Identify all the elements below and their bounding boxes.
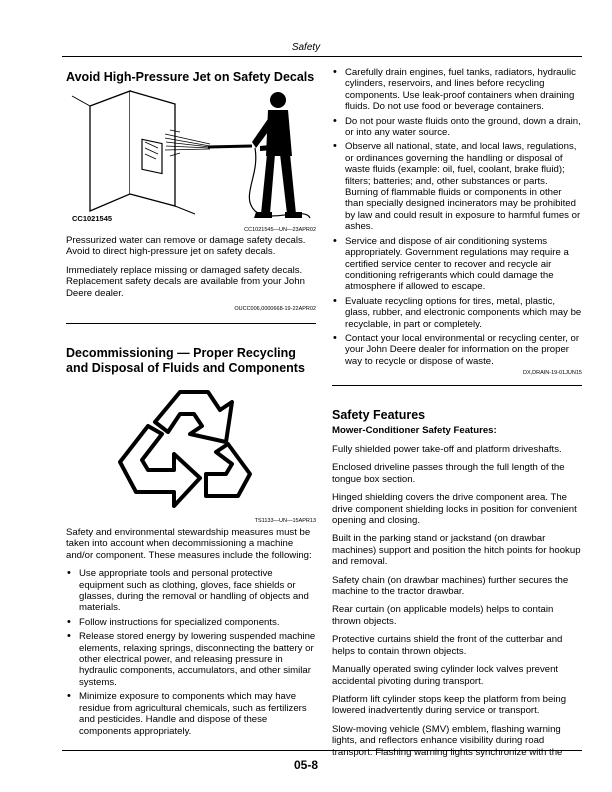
list-item: • Service and dispose of air conditioning systems appropriately. Government regulations may require a certified service center to recover and recycle air conditioning refrigerants which could damage the atmosphere if allowed to escape. [332,236,582,293]
image-label: CC1021545 [72,214,113,223]
s1-paragraph-1: Pressurized water can remove or damage safety decals. Avoid to direct high-pressure jet on safety decals. [66,235,306,258]
recycle-arrow-right [206,444,250,496]
operator-figure [252,92,302,218]
list-item: • Evaluate recycling options for tires, metal, plastic, glass, rubber, and electronic components which may be recyclable, in part or completely. [332,296,582,330]
feature-paragraph: Hinged shielding covers the drive component area. The drive component shielding locks in position for convenient opening and closing. [332,492,577,527]
safety-features-section [332,408,582,765]
feature-paragraph: Manually operated swing cylinder lock valves prevent accidental pivoting during transport. [332,664,559,687]
recycling-reference: DX,DRAIN-19-01JUN15 [523,370,582,377]
section-title-safety-features: Safety Features [332,408,426,422]
safety-features-subtitle: Mower-Conditioner Safety Features: [332,425,497,436]
s2-bullet-list [66,568,316,737]
safety-decal [142,139,162,173]
feature-paragraph: Enclosed driveline passes through the full length of the tongue box section. [332,462,565,485]
recycling-bullet-list [332,67,582,367]
hose [249,148,310,218]
left-column [66,70,316,85]
page-number: 05-8 [293,758,319,772]
recycling-rule [332,385,582,386]
image-code: CC1021545—UN—23APR02 [244,227,316,233]
running-header: Safety [291,42,321,53]
list-item: • Observe all national, state, and local laws, regulations, or ordinances governing the handling or disposal of waste fluids (example: oil, fuel, coolant, brake fluid); filters; batteries; and, other substances or parts. Burning of flammable fluids or components in other than specially designed incinerators may be prohibited by law and could result in exposure to harmful fumes or ashes. [332,141,582,232]
list-item: • Minimize exposure to components which may have residue from agricultural chemicals, such as fertilizers and pesticides. Handle and dispose of these components appropriately. [66,691,316,737]
list-item: • Do not pour waste fluids onto the ground, down a drain, or into any water source. [332,116,582,139]
s2-heading [66,346,316,376]
right-column-top [332,67,582,377]
recycle-arrow-top [155,392,232,442]
feature-paragraph: Fully shielded power take-off and platform driveshafts. [332,444,562,455]
section-title-decommissioning: Decommissioning — Proper Recycling and Disposal of Fluids and Components [66,346,305,375]
spray-lance [208,146,252,147]
s2-image-code: TS1133—UN—15APR13 [254,518,316,524]
s1-paragraph-2: Immediately replace missing or damaged safety decals. Replacement safety decals are available from your John Deere dealer. [66,264,305,299]
s1-body [66,235,316,313]
panel-outline [90,91,130,211]
recycle-arrow-left [120,426,200,506]
list-item: • Carefully drain engines, fuel tanks, radiators, hydraulic cylinders, reservoirs, and lines before recycling components. Use leak-proof containers when draining fluids. Do not use food or beverage containers. [332,67,582,113]
s2-body [66,527,316,740]
list-item: • Contact your local environmental or recycling center, or your John Deere dealer for information on the proper way to recycle or dispose of waste. [332,333,582,367]
feature-paragraph: Built in the parking stand or jackstand (on drawbar machines) support and position the hitch points for hookup and removal. [332,533,581,568]
feature-paragraph: Platform lift cylinder stops keep the platform from being lowered inadvertently during service or transport. [332,693,567,717]
s1-reference: OUCC006,0000668-19-22APR02 [234,306,316,313]
s2-paragraph-1: Safety and environmental stewardship measures must be taken into account when decommissioning a machine and/or component. These measures include the following: [66,527,312,561]
feature-paragraph: Protective curtains shield the front of the cutterbar and helps to contain thrown objects. [332,634,563,657]
section-title-high-pressure: Avoid High-Pressure Jet on Safety Decals [66,70,315,84]
s1-rule [66,323,316,324]
footer-rule [62,750,582,751]
pressure-washer-illustration [70,86,318,226]
feature-paragraph: Safety chain (on drawbar machines) further secures the machine to the tractor drawbar. [332,574,569,598]
header-rule [62,56,582,57]
feature-paragraph: Rear curtain (on applicable models) helps to contain thrown objects. [332,604,554,627]
list-item: • Release stored energy by lowering suspended machine elements, relaxing springs, disconnecting the battery or other electrical power, and releasing pressure in hydraulic components, accumulators, and other similar systems. [66,631,316,688]
feature-paragraph: Slow-moving vehicle (SMV) emblem, flashing warning lights, and reflectors enhance visibility during road transport. Flashing warning lights synchronize with the [332,723,563,758]
list-item: • Follow instructions for specialized components. [66,617,316,628]
list-item: • Use appropriate tools and personal protective equipment such as clothing, gloves, face shields or glasses, during the removal or handling of objects and materials. [66,568,316,614]
recycle-icon [110,382,260,514]
